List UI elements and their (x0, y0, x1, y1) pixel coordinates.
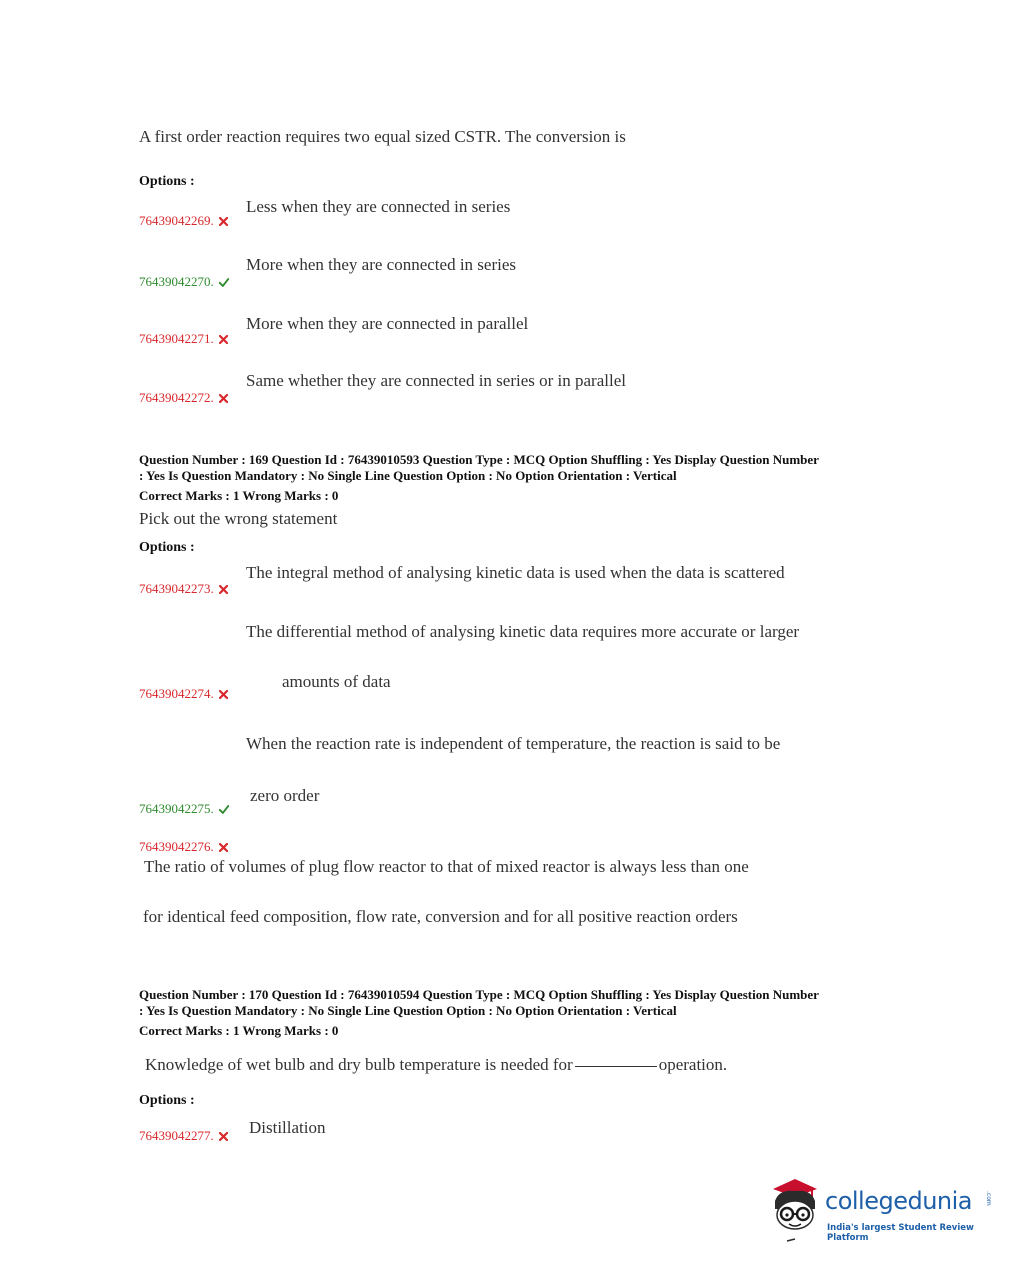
option-text: More when they are connected in series (246, 255, 516, 274)
collegedunia-logo (765, 1175, 995, 1245)
options-label: Options : (139, 1093, 195, 1108)
question-text: Knowledge of wet bulb and dry bulb temperature is needed for operation. (145, 1055, 728, 1074)
option-id: 76439042273. (139, 581, 229, 597)
cross-mark-icon (219, 393, 229, 403)
fill-in-blank (575, 1066, 657, 1067)
option-id: 76439042269. (139, 213, 229, 229)
option-text-continued: for identical feed composition, flow rate, conversion and for all positive reaction orders (143, 907, 738, 926)
option-text: The ratio of volumes of plug flow reactor to that of mixed reactor is always less than one (144, 857, 749, 876)
option-id: 76439042270. (139, 274, 229, 290)
cross-mark-icon (219, 584, 229, 594)
options-label: Options : (139, 540, 195, 555)
option-text: The differential method of analysing kinetic data requires more accurate or larger (246, 622, 800, 641)
question-text: Pick out the wrong statement (139, 509, 338, 528)
mascot-icon (765, 1175, 825, 1245)
option-id: 76439042275. (139, 801, 229, 817)
cross-mark-icon (219, 842, 229, 852)
option-id: 76439042272. (139, 390, 229, 406)
option-text-continued: zero order (250, 786, 320, 805)
option-text: Less when they are connected in series (246, 197, 511, 216)
check-mark-icon (219, 804, 229, 814)
option-text-continued: amounts of data (282, 672, 391, 691)
cross-mark-icon (219, 334, 229, 344)
check-mark-icon (219, 277, 229, 287)
logo-wordmark: collegedunia (825, 1187, 973, 1215)
logo-tagline: India's largest Student Review Platform (827, 1223, 974, 1243)
question-meta: Question Number : 169 Question Id : 76439010593 Question Type : MCQ Option Shuffling : Yes Display Question Number : Yes Is Question Mandatory : No Single Line Question Option : No Option Orientation : Vertical (139, 452, 819, 483)
question-meta: Question Number : 170 Question Id : 76439010594 Question Type : MCQ Option Shuffling : Yes Display Question Number : Yes Is Question Mandatory : No Single Line Question Option : No Option Orientation : Vertical (139, 987, 819, 1018)
cross-mark-icon (219, 216, 229, 226)
cross-mark-icon (219, 689, 229, 699)
option-id: 76439042276. (139, 839, 229, 855)
option-text: More when they are connected in parallel (246, 314, 529, 333)
option-id: 76439042274. (139, 686, 229, 702)
option-text: Distillation (249, 1118, 326, 1137)
option-id: 76439042277. (139, 1128, 229, 1144)
question-marks: Correct Marks : 1 Wrong Marks : 0 (139, 488, 339, 503)
question-marks: Correct Marks : 1 Wrong Marks : 0 (139, 1023, 339, 1038)
logo-domain: .com (985, 1191, 992, 1206)
option-text: The integral method of analysing kinetic data is used when the data is scattered (246, 563, 785, 582)
option-text: When the reaction rate is independent of temperature, the reaction is said to be (246, 734, 781, 753)
cross-mark-icon (219, 1131, 229, 1141)
option-text: Same whether they are connected in series or in parallel (246, 371, 626, 390)
options-label: Options : (139, 174, 195, 189)
option-id: 76439042271. (139, 331, 229, 347)
question-text: A first order reaction requires two equal sized CSTR. The conversion is (139, 127, 626, 146)
